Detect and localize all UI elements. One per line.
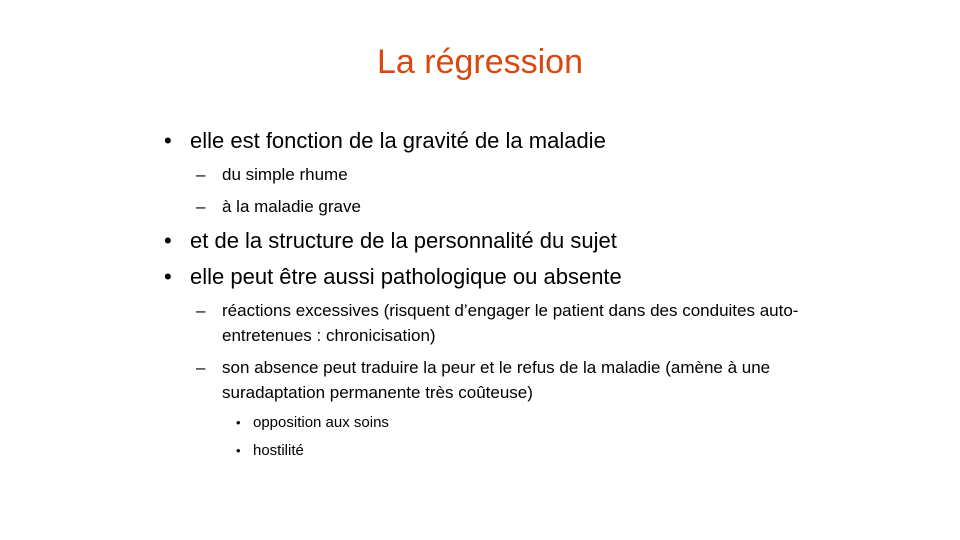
subbullet-absence (160, 355, 800, 405)
subbullet-text: réactions excessives (risquent d’engager le patient dans des conduites auto-entretenues : chronicisation) (222, 301, 799, 345)
small-bullet-marker: • (236, 443, 241, 458)
bullet-marker: • (164, 264, 172, 289)
subsubbullet-text: hostilité (253, 442, 304, 459)
bullet-marker: • (164, 128, 172, 153)
bullet-structure (160, 226, 800, 256)
subsubbullet-hostilite (160, 440, 800, 461)
small-bullet-marker: • (236, 415, 241, 430)
subbullet-rhume (160, 162, 800, 187)
slide-title: La régression (376, 43, 583, 81)
subbullet-maladie-grave (160, 194, 800, 219)
dash-marker: – (196, 358, 206, 377)
subsubbullet-opposition (160, 412, 800, 433)
dash-marker: – (196, 165, 206, 184)
bullet-text: et de la structure de la personnalité du sujet (190, 228, 617, 253)
subbullet-text: son absence peut traduire la peur et le refus de la maladie (amène à une suradaptation permanente très coûteuse) (222, 358, 771, 402)
dash-marker: – (196, 301, 206, 320)
subsubbullet-text: opposition aux soins (253, 414, 389, 431)
dash-marker: – (196, 197, 206, 216)
bullet-text: elle est fonction de la gravité de la maladie (190, 128, 606, 153)
subbullet-text: du simple rhume (222, 165, 348, 184)
bullet-pathologique (160, 262, 800, 292)
subbullet-text: à la maladie grave (222, 197, 361, 216)
subbullet-reactions (160, 298, 800, 348)
bullet-list (160, 126, 800, 468)
bullet-text: elle peut être aussi pathologique ou absente (190, 264, 622, 289)
bullet-marker: • (164, 228, 172, 253)
bullet-gravite (160, 126, 800, 156)
